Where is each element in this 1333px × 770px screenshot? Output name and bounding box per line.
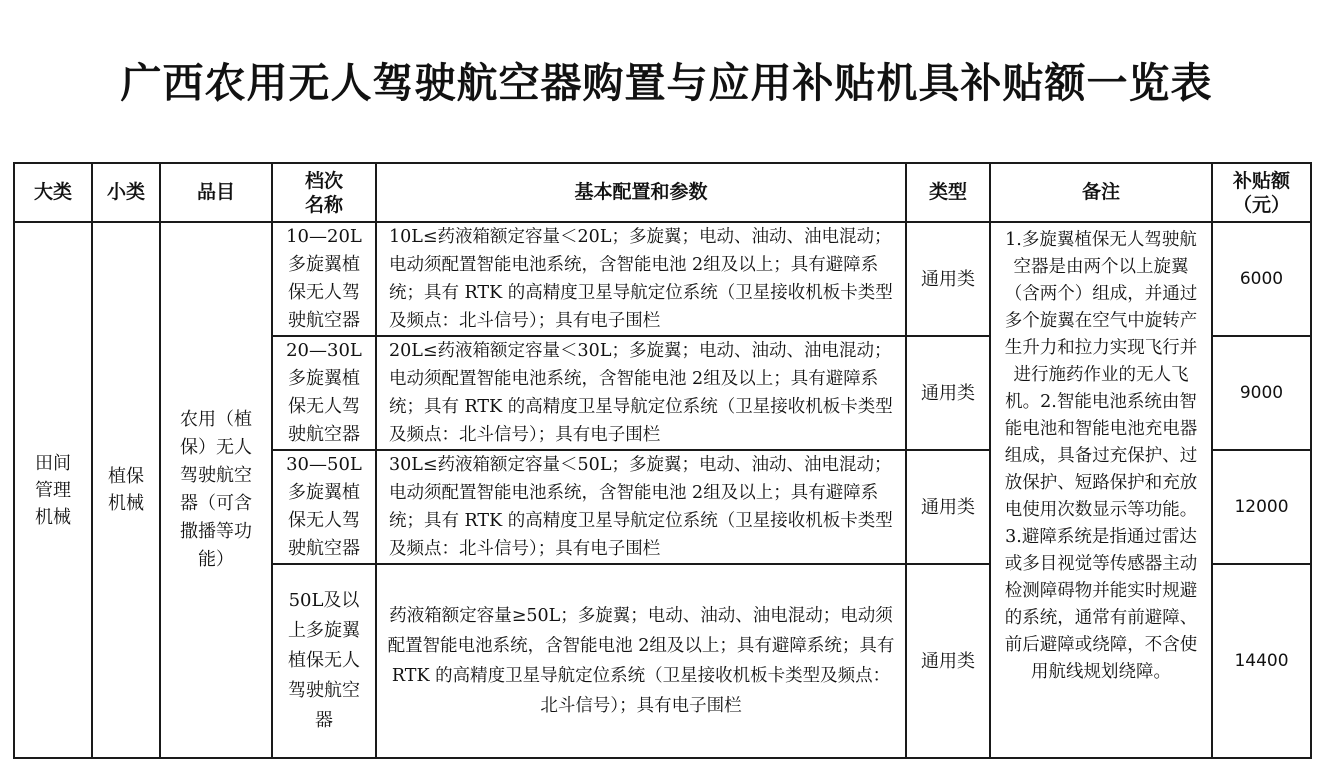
subsidy-cell: 9000: [1212, 336, 1311, 450]
subsidy-table: [13, 162, 1312, 759]
header-subsidy: 补贴额 （元）: [1212, 163, 1311, 222]
header-category: 大类: [14, 163, 92, 222]
subsidy-cell: 12000: [1212, 450, 1311, 564]
type-cell: 通用类: [906, 564, 990, 758]
subsidy-cell: 14400: [1212, 564, 1311, 758]
subsidy-cell: 6000: [1212, 222, 1311, 336]
type-cell: 通用类: [906, 336, 990, 450]
type-cell: 通用类: [906, 222, 990, 336]
tier-cell: 10—20L 多旋翼植 保无人驾 驶航空器: [272, 222, 376, 336]
item-cell: 农用（植 保）无人 驾驶航空 器（可含 撒播等功 能）: [160, 222, 272, 758]
params-cell: 30L≤药液箱额定容量＜50L；多旋翼；电动、油动、油电混动；电动须配置智能电池系统，含智能电池 2组及以上；具有避障系统；具有 RTK 的高精度卫星导航定位系统（卫星接收机板卡类型及频点：北斗信号）；具有电子围栏: [376, 450, 906, 564]
header-type: 类型: [906, 163, 990, 222]
header-notes: 备注: [990, 163, 1212, 222]
params-cell: 20L≤药液箱额定容量＜30L；多旋翼；电动、油动、油电混动；电动须配置智能电池系统，含智能电池 2组及以上；具有避障系统；具有 RTK 的高精度卫星导航定位系统（卫星接收机板卡类型及频点：北斗信号）；具有电子围栏: [376, 336, 906, 450]
header-item: 品目: [160, 163, 272, 222]
tier-cell: 30—50L 多旋翼植 保无人驾 驶航空器: [272, 450, 376, 564]
header-subcategory: 小类: [92, 163, 160, 222]
header-tier-name: 档次 名称: [272, 163, 376, 222]
header-params: 基本配置和参数: [376, 163, 906, 222]
type-cell: 通用类: [906, 450, 990, 564]
params-cell: 10L≤药液箱额定容量＜20L；多旋翼；电动、油动、油电混动；电动须配置智能电池系统，含智能电池 2组及以上；具有避障系统；具有 RTK 的高精度卫星导航定位系统（卫星接收机板卡类型及频点：北斗信号）；具有电子围栏: [376, 222, 906, 336]
tier-cell: 20—30L 多旋翼植 保无人驾 驶航空器: [272, 336, 376, 450]
category-cell: 田间 管理 机械: [14, 222, 92, 758]
tier-cell: 50L及以 上多旋翼 植保无人 驾驶航空 器: [272, 564, 376, 758]
table-row: [14, 222, 1311, 336]
notes-cell: 1.多旋翼植保无人驾驶航空器是由两个以上旋翼（含两个）组成，并通过多个旋翼在空气中旋转产生升力和拉力实现飞行并进行施药作业的无人飞机。2.智能电池系统由智能电池和智能电池充电器组成，具备过充保护、过放保护、短路保护和充放电使用次数显示等功能。 3.避障系统是指通过雷达或多目视觉等传感器主动检测障碍物并能实时规避的系统，通常有前避障、前后避障或绕障，不含使用航线规划绕障。: [990, 222, 1212, 758]
header-row: [14, 163, 1311, 222]
page-title: 广西农用无人驾驶航空器购置与应用补贴机具补贴额一览表: [120, 59, 1213, 107]
subcategory-cell: 植保 机械: [92, 222, 160, 758]
params-cell: 药液箱额定容量≥50L；多旋翼；电动、油动、油电混动；电动须配置智能电池系统，含智能电池 2组及以上；具有避障系统；具有 RTK 的高精度卫星导航定位系统（卫星接收机板卡类型及频点：北斗信号）；具有电子围栏: [376, 564, 906, 758]
